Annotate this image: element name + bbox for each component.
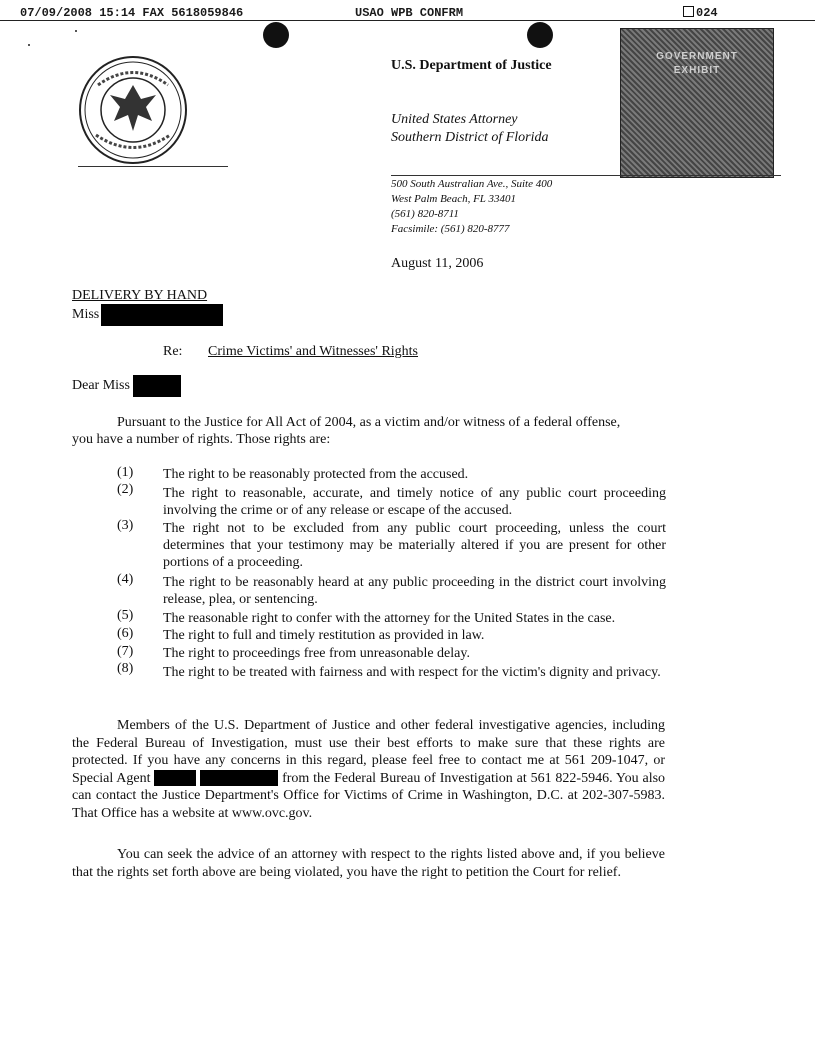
scan-speck: [75, 30, 77, 32]
redaction-block: [200, 770, 278, 786]
right-text: The right to full and timely restitution as provided in law.: [163, 628, 485, 643]
paragraph-contacts: [72, 717, 665, 822]
address-line1: 500 South Australian Ave., Suite 400: [391, 178, 553, 190]
right-number: (4): [117, 572, 134, 587]
phone: (561) 820-8711: [391, 208, 459, 220]
header-rule: [0, 20, 815, 21]
redaction-block: [154, 770, 196, 786]
right-number: (3): [117, 518, 134, 533]
salutation: [72, 375, 181, 397]
letter-date: August 11, 2006: [391, 256, 484, 271]
right-number: (7): [117, 644, 134, 659]
right-text: The right to be reasonably protected from the accused.: [163, 467, 469, 482]
paragraph-attorney-advice: You can seek the advice of an attorney with respect to the rights listed above and, if you believe that the rights set forth above are being violated, you have the right to petition the Court for relief.: [72, 847, 665, 880]
address-rule: [391, 175, 781, 176]
fax-page-icon: [683, 6, 694, 17]
delivery-line: DELIVERY BY HAND: [72, 288, 208, 303]
paragraph-contacts-b: from the Federal Bureau of Investigation at 561 822-5946. You also can contact the Justice Department's Office for Victims of Crime in Washington, D.C. at 202-307-5983. That Office has a website at www.ovc.gov.: [72, 770, 666, 821]
right-text: The right to proceedings free from unreasonable delay.: [163, 646, 470, 661]
intro-line1: Pursuant to the Justice for All Act of 2004, as a victim and/or witness of a federal offense,: [117, 415, 621, 430]
stamp-line2: EXHIBIT: [673, 65, 721, 76]
fax-page-number: 024: [696, 6, 718, 20]
recipient-line: [72, 304, 223, 326]
hole-punch-right: [527, 22, 553, 48]
facsimile: Facsimile: (561) 820-8777: [391, 223, 510, 235]
redaction-block: [133, 375, 181, 397]
doj-seal-icon: [78, 55, 188, 165]
seal-underline: [78, 166, 228, 167]
government-exhibit-stamp: [620, 28, 774, 178]
department-name: U.S. Department of Justice: [391, 58, 552, 73]
right-number: (2): [117, 482, 134, 497]
office-line2: Southern District of Florida: [391, 130, 549, 145]
right-text: The right to be treated with fairness and with respect for the victim's dignity and privacy.: [163, 665, 661, 680]
right-text: The right to reasonable, accurate, and timely notice of any public court proceeding involving the crime or of any release or escape of the accused.: [163, 486, 666, 518]
intro-line2: you have a number of rights. Those rights are:: [72, 432, 331, 447]
redaction-block: [101, 304, 223, 326]
right-number: (1): [117, 465, 134, 480]
re-subject: Crime Victims' and Witnesses' Rights: [208, 344, 419, 359]
right-number: (8): [117, 661, 134, 676]
hole-punch-left: [263, 22, 289, 48]
office-line1: United States Attorney: [391, 112, 518, 127]
right-number: (6): [117, 626, 134, 641]
fax-header-datetime: 07/09/2008 15:14 FAX 5618059846: [20, 6, 244, 20]
address-line2: West Palm Beach, FL 33401: [391, 193, 516, 205]
right-text: The right to be reasonably heard at any public proceeding in the district court involving release, plea, or sentencing.: [163, 575, 666, 607]
fax-header-page: [683, 6, 718, 20]
stamp-line1: GOVERNMENT: [656, 51, 738, 62]
recipient-prefix: Miss: [72, 307, 100, 323]
right-text: The right not to be excluded from any public court proceeding, unless the court determines that your testimony may be materially altered if you are present for other portions of a proceeding.: [163, 521, 666, 570]
right-number: (5): [117, 608, 134, 623]
right-text: The reasonable right to confer with the attorney for the United States in the case.: [163, 611, 616, 626]
salutation-text: Dear Miss: [72, 378, 130, 394]
paragraph-contacts-a: Members of the U.S. Department of Justice and other federal investigative agencies, including the Federal Bureau of Investigation, must use their best efforts to make sure that these rights are protected. If you have any concerns in this regard, please feel free to contact me at 561 209-1047, or Special Agent: [72, 718, 665, 786]
re-label: Re:: [163, 344, 183, 359]
scan-speck: [28, 44, 30, 46]
fax-header-center: USAO WPB CONFRM: [355, 6, 464, 20]
